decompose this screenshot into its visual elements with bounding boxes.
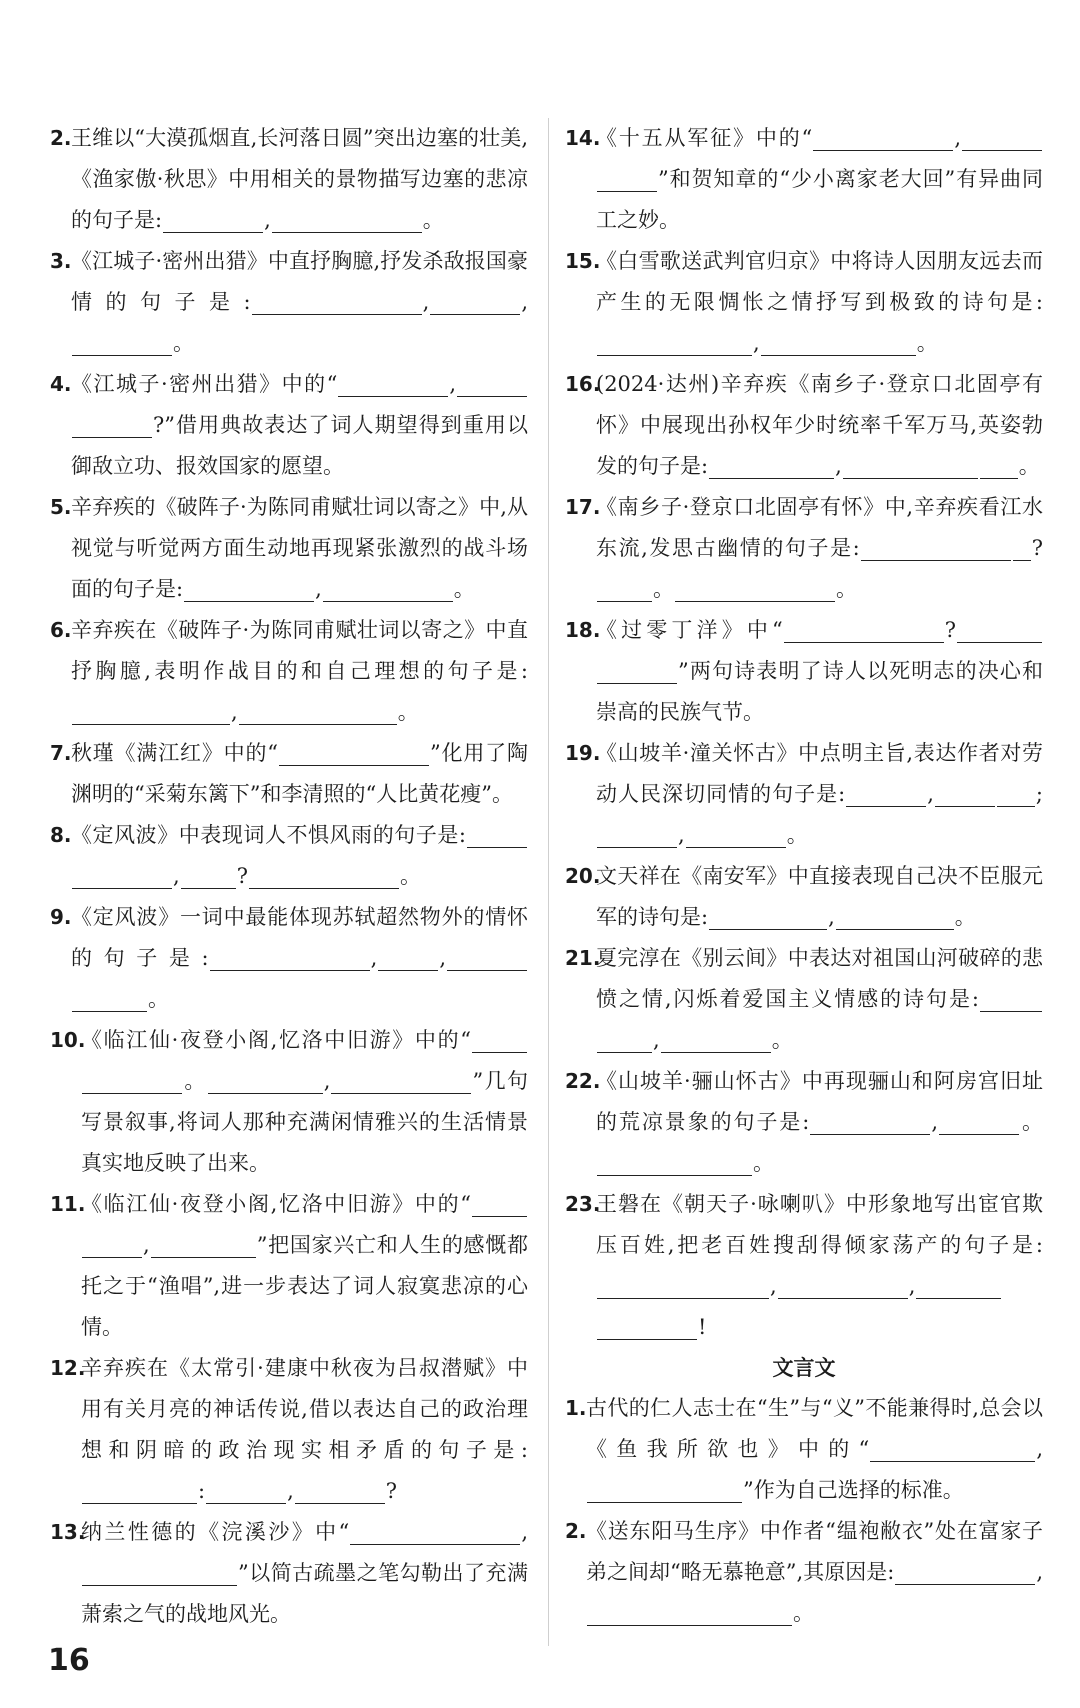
- question-item: [50, 897, 528, 1020]
- question-text: 。: [1018, 454, 1040, 478]
- answer-blank[interactable]: [597, 1272, 769, 1299]
- question-number: 21.: [565, 946, 601, 970]
- question-text: ”作为自己选择的标准。: [743, 1478, 964, 1502]
- question-text: ,: [521, 290, 528, 314]
- answer-blank[interactable]: [997, 780, 1035, 807]
- question-text: 。: [954, 905, 976, 929]
- answer-blank[interactable]: [709, 452, 834, 479]
- answer-blank[interactable]: [587, 1599, 792, 1626]
- question-number: 5.: [50, 495, 72, 519]
- question-number: 7.: [50, 741, 72, 765]
- answer-blank[interactable]: [597, 821, 677, 848]
- answer-blank[interactable]: [597, 1313, 697, 1340]
- answer-blank[interactable]: [350, 1518, 520, 1545]
- question-text: 。: [399, 864, 421, 888]
- answer-blank[interactable]: [784, 616, 944, 643]
- question-text: ,: [521, 1520, 528, 1544]
- question-item: [50, 1184, 528, 1348]
- question-text: 王磐在《朝天子·咏喇叭》中形象地写出宦官欺压百姓,把老百姓搜刮得倾家荡产的句子是:: [596, 1192, 1043, 1257]
- question-text: :: [198, 1479, 206, 1503]
- right-column: [565, 118, 1043, 1634]
- answer-blank[interactable]: [72, 862, 172, 889]
- question-text: 。: [183, 1069, 207, 1093]
- question-text: 。: [453, 577, 475, 601]
- answer-blank[interactable]: [239, 698, 397, 725]
- answer-blank[interactable]: [935, 780, 995, 807]
- question-text: ,: [315, 577, 322, 601]
- answer-blank[interactable]: [151, 1231, 256, 1258]
- left-column: [50, 118, 528, 1635]
- answer-blank[interactable]: [980, 985, 1042, 1012]
- answer-blank[interactable]: [597, 1026, 652, 1053]
- question-item: [565, 487, 1043, 610]
- question-number: 2.: [565, 1519, 587, 1543]
- question-text: ”两句诗表明了诗人以死明志的决心和崇高的民族气节。: [596, 659, 1043, 724]
- question-number: 14.: [565, 126, 601, 150]
- answer-blank[interactable]: [675, 575, 835, 602]
- question-text: ,: [231, 700, 238, 724]
- question-text: ”和贺知章的“少小离家老大回”有异曲同工之妙。: [596, 167, 1043, 232]
- question-number: 13.: [50, 1520, 86, 1544]
- answer-blank[interactable]: [597, 657, 677, 684]
- question-text: ,: [264, 208, 271, 232]
- question-text: 王维以“大漠孤烟直,长河落日圆”突出边塞的壮美,《渔家傲·秋思》中用相关的景物描写边塞的悲凉的句子是:: [71, 126, 528, 232]
- question-item: [565, 241, 1043, 364]
- answer-blank[interactable]: [957, 616, 1042, 643]
- question-text: ”几句写景叙事,将词人那种充满闲情雅兴的生活情景真实地反映了出来。: [81, 1069, 528, 1175]
- question-item: [50, 815, 528, 897]
- question-item: [50, 118, 528, 241]
- answer-blank[interactable]: [836, 903, 954, 930]
- answer-blank[interactable]: [597, 165, 657, 192]
- question-text: ”化用了陶渊明的“采菊东篱下”和李清照的“人比黄花瘦”。: [71, 741, 528, 806]
- answer-blank[interactable]: [916, 1272, 1001, 1299]
- question-number: 9.: [50, 905, 72, 929]
- answer-blank[interactable]: [210, 944, 370, 971]
- question-text: 《白雪歌送武判官归京》中将诗人因朋友远去而产生的无限惆怅之情抒写到极致的诗句是:: [596, 249, 1043, 314]
- answer-blank[interactable]: [939, 1108, 1019, 1135]
- question-item: [50, 1348, 528, 1512]
- answer-blank[interactable]: [295, 1477, 385, 1504]
- question-number: 18.: [565, 618, 601, 642]
- answer-blank[interactable]: [597, 329, 752, 356]
- question-item: [565, 1184, 1043, 1348]
- answer-blank[interactable]: [206, 1477, 286, 1504]
- answer-blank[interactable]: [587, 1476, 742, 1503]
- question-text: ?: [236, 864, 248, 888]
- question-text: ,: [653, 1028, 660, 1052]
- section-items: [565, 1388, 1043, 1634]
- answer-blank[interactable]: [184, 575, 314, 602]
- answer-blank[interactable]: [870, 1435, 1035, 1462]
- question-text: ,: [422, 290, 430, 314]
- question-text: 纳兰性德的《浣溪沙》中“: [81, 1520, 350, 1544]
- question-text: 《山坡羊·骊山怀古》中再现骊山和阿房宫旧址的荒凉景象的句子是:: [596, 1069, 1043, 1134]
- right-questions: [565, 118, 1043, 1348]
- question-text: ?: [385, 1479, 398, 1503]
- question-text: 。: [793, 1601, 814, 1625]
- section-title: 文言文: [772, 1356, 836, 1380]
- page-number: 16: [48, 1643, 90, 1678]
- question-text: 。: [753, 1151, 774, 1175]
- answer-blank[interactable]: [82, 1477, 197, 1504]
- answer-blank[interactable]: [208, 1067, 323, 1094]
- answer-blank[interactable]: [72, 411, 152, 438]
- question-text: 《过零丁洋》中“: [596, 618, 783, 642]
- question-text: ,: [449, 372, 456, 396]
- question-text: ,: [828, 905, 835, 929]
- answer-blank[interactable]: [810, 1108, 930, 1135]
- answer-blank[interactable]: [661, 1026, 771, 1053]
- question-item: [565, 856, 1043, 938]
- answer-blank[interactable]: [331, 1067, 471, 1094]
- question-text: ?: [1031, 536, 1043, 560]
- answer-blank[interactable]: [895, 1558, 1035, 1585]
- answer-blank[interactable]: [272, 206, 422, 233]
- question-text: 《临江仙·夜登小阁,忆洛中旧游》中的“: [81, 1028, 471, 1052]
- question-number: 2.: [50, 126, 72, 150]
- question-item: [565, 733, 1043, 856]
- answer-blank[interactable]: [778, 1272, 908, 1299]
- question-text: 。: [397, 700, 419, 724]
- question-text: ,: [439, 946, 446, 970]
- question-number: 16.: [565, 372, 601, 396]
- question-text: 。: [786, 823, 808, 847]
- question-text: 《定风波》中表现词人不惧风雨的句子是:: [71, 823, 466, 847]
- answer-blank[interactable]: [72, 329, 172, 356]
- question-item: [50, 610, 528, 733]
- question-text: 秋瑾《满江红》中的“: [71, 741, 279, 765]
- question-number: 17.: [565, 495, 601, 519]
- question-item: [50, 364, 528, 487]
- answer-blank[interactable]: [323, 575, 453, 602]
- question-text: ,: [927, 782, 934, 806]
- question-item: [565, 610, 1043, 733]
- answer-blank[interactable]: [249, 862, 399, 889]
- answer-blank[interactable]: [279, 739, 429, 766]
- answer-blank[interactable]: [252, 288, 422, 315]
- question-text: ,: [370, 946, 378, 970]
- answer-blank[interactable]: [597, 575, 652, 602]
- answer-blank[interactable]: [457, 370, 527, 397]
- question-text: 。: [653, 577, 674, 601]
- question-number: 11.: [50, 1192, 86, 1216]
- answer-blank[interactable]: [82, 1067, 182, 1094]
- question-item: [565, 364, 1043, 487]
- question-text: ,: [835, 454, 842, 478]
- question-text: ,: [931, 1110, 939, 1134]
- answer-blank[interactable]: [472, 1190, 527, 1217]
- question-item: [565, 938, 1043, 1061]
- question-item: [50, 1512, 528, 1635]
- answer-blank[interactable]: [163, 206, 263, 233]
- question-text: ,: [753, 331, 760, 355]
- question-text: ,: [323, 1069, 331, 1093]
- question-text: ,: [1036, 1437, 1043, 1461]
- question-text: ,: [678, 823, 685, 847]
- answer-blank[interactable]: [980, 452, 1018, 479]
- answer-blank[interactable]: [72, 698, 230, 725]
- question-text: 。: [836, 577, 857, 601]
- answer-blank[interactable]: [1013, 534, 1031, 561]
- question-text: ,: [287, 1479, 294, 1503]
- question-text: ?”借用典故表达了词人期望得到重用以御敌立功、报效国家的愿望。: [71, 413, 528, 478]
- answer-blank[interactable]: [597, 1149, 752, 1176]
- question-number: 3.: [50, 249, 72, 273]
- question-number: 15.: [565, 249, 601, 273]
- answer-blank[interactable]: [846, 780, 926, 807]
- question-item: [50, 487, 528, 610]
- answer-blank[interactable]: [430, 288, 520, 315]
- answer-blank[interactable]: [82, 1559, 237, 1586]
- answer-blank[interactable]: [338, 370, 448, 397]
- question-text: 。: [148, 987, 169, 1011]
- question-text: ,: [908, 1274, 916, 1298]
- question-text: 。: [1020, 1110, 1044, 1134]
- question-text: 。: [916, 331, 938, 355]
- question-text: 。: [422, 208, 444, 232]
- answer-blank[interactable]: [467, 821, 527, 848]
- answer-blank[interactable]: [72, 985, 147, 1012]
- question-text: 《南乡子·登京口北固亭有怀》中,辛弃疾看江水东流,发思古幽情的句子是:: [596, 495, 1043, 560]
- question-text: 辛弃疾的《破阵子·为陈同甫赋壮词以寄之》中,从视觉与听觉两方面生动地再现紧张激烈的战斗场面的句子是:: [71, 495, 528, 601]
- answer-blank[interactable]: [447, 944, 527, 971]
- question-text: 文天祥在《南安军》中直接表现自己决不臣服元军的诗句是:: [596, 864, 1043, 929]
- question-item: [50, 241, 528, 364]
- question-number: 10.: [50, 1028, 86, 1052]
- answer-blank[interactable]: [686, 821, 786, 848]
- question-text: 《十五从军征》中的“: [596, 126, 813, 150]
- question-text: 。: [771, 1028, 793, 1052]
- question-number: 8.: [50, 823, 72, 847]
- answer-blank[interactable]: [181, 862, 236, 889]
- question-text: (2024·达州)辛弃疾《南乡子·登京口北固亭有怀》中展现出孙权年少时统率千军万马,英姿勃发的句子是:: [596, 372, 1043, 478]
- question-text: 《送东阳马生序》中作者“缊袍敝衣”处在富家子弟之间却“略无慕艳意”,其原因是:: [586, 1519, 1043, 1584]
- answer-blank[interactable]: [378, 944, 438, 971]
- question-item: [565, 1388, 1043, 1511]
- question-text: 夏完淳在《别云间》中表达对祖国山河破碎的悲愤之情,闪烁着爱国主义情感的诗句是:: [596, 946, 1043, 1011]
- question-item: [565, 1061, 1043, 1184]
- question-number: 22.: [565, 1069, 601, 1093]
- question-text: ,: [1036, 1560, 1043, 1584]
- answer-blank[interactable]: [761, 329, 916, 356]
- question-number: 12.: [50, 1356, 86, 1380]
- question-text: ?: [944, 618, 956, 642]
- question-text: 辛弃疾在《破阵子·为陈同甫赋壮词以寄之》中直抒胸臆,表明作战目的和自己理想的句子是:: [71, 618, 528, 683]
- question-text: ”以简古疏墨之笔勾勒出了充满萧索之气的战地风光。: [81, 1561, 528, 1626]
- question-text: ”把国家兴亡和人生的感慨都托之于“渔唱”,进一步表达了词人寂寞悲凉的心情。: [81, 1233, 528, 1339]
- question-text: 古代的仁人志士在“生”与“义”不能兼得时,总会以《鱼我所欲也》中的“: [586, 1396, 1043, 1461]
- column-divider: [548, 118, 549, 1646]
- question-item: [565, 1511, 1043, 1634]
- question-item: [50, 733, 528, 815]
- question-text: ,: [143, 1233, 150, 1257]
- question-number: 19.: [565, 741, 601, 765]
- answer-blank[interactable]: [962, 124, 1042, 151]
- question-text: ;: [1035, 782, 1043, 806]
- question-text: 《山坡羊·潼关怀古》中点明主旨,表达作者对劳动人民深切同情的句子是:: [596, 741, 1043, 806]
- answer-blank[interactable]: [82, 1231, 142, 1258]
- question-text: 《临江仙·夜登小阁,忆洛中旧游》中的“: [81, 1192, 471, 1216]
- question-text: ,: [954, 126, 961, 150]
- answer-blank[interactable]: [861, 534, 1011, 561]
- question-number: 23.: [565, 1192, 601, 1216]
- question-number: 20.: [565, 864, 601, 888]
- question-text: 《江城子·密州出猎》中的“: [71, 372, 338, 396]
- question-item: [50, 1020, 528, 1184]
- question-text: 《定风波》一词中最能体现苏轼超然物外的情怀的句子是:: [71, 905, 528, 970]
- answer-blank[interactable]: [813, 124, 953, 151]
- answer-blank[interactable]: [709, 903, 827, 930]
- question-text: !: [698, 1315, 707, 1339]
- question-number: 6.: [50, 618, 72, 642]
- question-item: [565, 118, 1043, 241]
- answer-blank[interactable]: [843, 452, 978, 479]
- question-text: 《江城子·密州出猎》中直抒胸臆,抒发杀敌报国豪情的句子是:: [71, 249, 528, 314]
- answer-blank[interactable]: [472, 1026, 527, 1053]
- question-text: ,: [173, 864, 180, 888]
- question-text: ,: [770, 1274, 777, 1298]
- question-number: 4.: [50, 372, 72, 396]
- question-text: 。: [173, 331, 194, 355]
- question-number: 1.: [565, 1396, 587, 1420]
- question-text: 辛弃疾在《太常引·建康中秋夜为吕叔潜赋》中用有关月亮的神话传说,借以表达自己的政治理想和阴暗的政治现实相矛盾的句子是:: [81, 1356, 528, 1462]
